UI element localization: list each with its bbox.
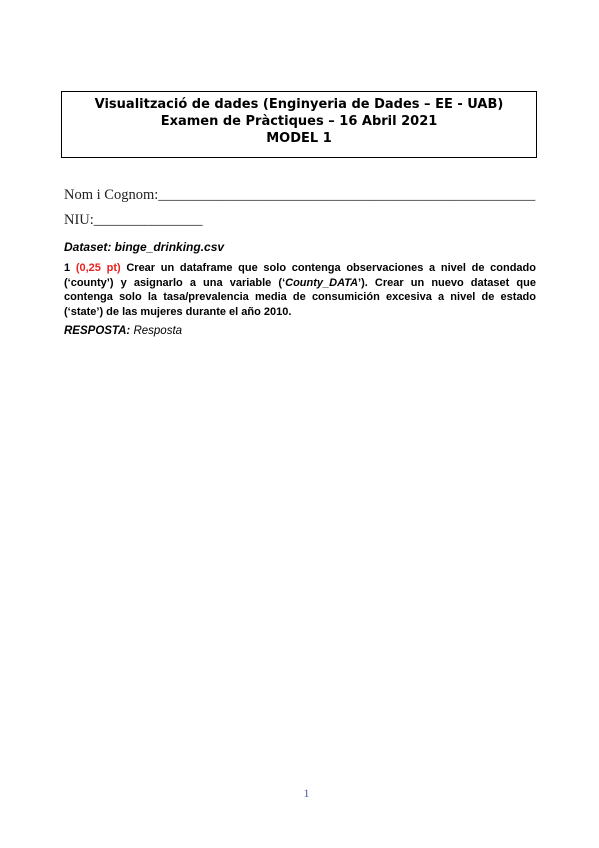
answer-block: [64, 325, 182, 337]
question-number: 1: [64, 262, 71, 274]
question-points: (0,25 pt): [75, 262, 121, 274]
course-title: Visualització de dades (Enginyeria de Dades – EE - UAB): [94, 97, 504, 112]
exam-subtitle: Examen de Pràctiques – 16 Abril 2021: [160, 114, 438, 129]
exam-model: MODEL 1: [266, 131, 332, 146]
answer-value: Resposta: [133, 325, 183, 337]
answer-label: RESPOSTA:: [64, 325, 131, 337]
exam-header-box: [61, 91, 537, 158]
dataset-label: Dataset: binge_drinking.csv: [64, 240, 225, 254]
niu-field: NIU:_______________: [64, 212, 203, 228]
question-variable: County_DATA: [285, 276, 359, 289]
page-number: 1: [303, 786, 310, 800]
question-1: [64, 261, 536, 319]
question-text-part1: Crear un dataframe que solo contenga observaciones a nivel de condado (‘county’) y asignarlo a una variable (‘: [64, 262, 536, 289]
question-text-part2: ’). Crear un nuevo dataset que contenga solo la tasa/prevalencia media de consumición excesiva a nivel de estado (‘state’) de las mujeres durante el año 2010.: [64, 276, 536, 318]
name-field: Nom i Cognom:____________________________________________________: [64, 187, 536, 203]
